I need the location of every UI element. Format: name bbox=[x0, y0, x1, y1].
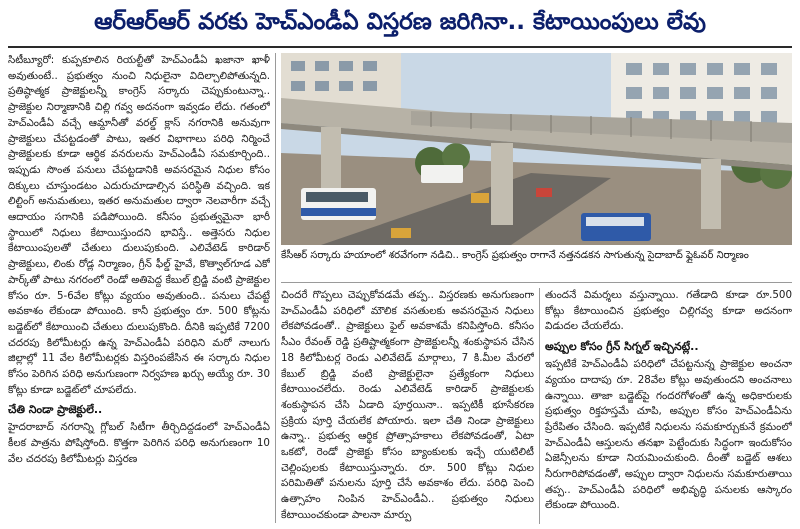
middle-column-paragraph: చిందరే గొప్పలు చెప్పుకోవడమే తప్ప.. విస్తరణకు అనుగుణంగా హెచ్‌ఎండీఏ పరిధిలో మౌలిక వసతులకు అవసరమైన నిధులు లేకపోవడంతో.. ప్రాజెక్టులు ఫైల్ అవకాశమే కనిపిస్తోంది. కనీసం సీఎం రేవంత్ రెడ్డి ప్రతిష్టాత్మకంగా ప్రాజెక్టులన్నీ శంకుస్థాపన చేసిన 18 కిలోమీటర్ల రెండు ఎలివేటెడ్ మార్గాలు, 7 కి.మీల మేరలో కేబుల్ బ్రిడ్జి వంటి ప్రాజెక్టులైనా ప్రత్యేకంగా నిధులు కేటాయించలేదు. రెండు ఎలివేటెడ్ కారిడార్ ప్రాజెక్టులకు శంకుస్థాపన చేసి ఏడాది పూర్తయినా.. ఇప్పటికీ భూసేకరణ ప్రక్రియ పూర్తి చేయలేక పోయారు. ఇలా చేతి నిండా ప్రాజెక్టులు ఉన్నా.. ప్రభుత్వ ఆర్థిక ప్రోత్సాహకాలు లేకపోవడంతో, ఏటా ఒకటో, రెండో ప్రాజెక్టు కోసం బ్యాంకులకు ఇచ్చే యుటిలిటీ చెల్లింపులకు కేటాయిస్తున్నారు. రూ. 500 కోట్లు నిధుల పరిమితితో పనులను పూర్తి చేసే అవకాశం లేదు. పరిధి పెంచి ఉత్సాహం నింపిన హెచ్‌ఎండీఏ.. ప్రభుత్వం నిధులు కేటాయించకుండా పాలనా మార్పు bbox=[281, 289, 534, 521]
headline: ఆర్‌ఆర్‌ఆర్ వరకు హెచ్‌ఎండీఏ విస్తరణ జరిగినా.. కేటాయింపులు లేవు bbox=[94, 9, 706, 35]
middle-column bbox=[281, 288, 534, 529]
column-divider bbox=[539, 288, 540, 524]
bus bbox=[421, 165, 463, 183]
right-column-paragraph: తుందనే విమర్శలు వస్తున్నాయి. గతేడాది కూడా రూ.500 కోట్లు కేటాయించిన ప్రభుత్వం చిల్లిగవ్వ కూడా అదనంగా విడుదల చేయలేదు. bbox=[545, 289, 792, 333]
flyover-photo bbox=[281, 53, 792, 245]
flyover-illustration bbox=[281, 53, 792, 245]
photo-caption: కేసీఆర్ సర్కారు హయాంలో శరవేగంగా నడిచి.. కాంగ్రెస్ ప్రభుత్వం రాగానే నత్తనడకన సాగుతున్న సైదాబాద్ ఫ్లైఓవర్ నిర్మాణం bbox=[281, 248, 792, 283]
pier bbox=[491, 143, 513, 225]
right-column bbox=[545, 288, 792, 529]
left-column-paragraph: సిటీబ్యూరో: కుప్పకూలిన రియల్టీతో హెచ్‌ఎండీఏ ఖజానా ఖాళీ అవుతుంటే.. ప్రభుత్వం నుంచి నిధులైనా విదిల్చాలిపోతున్నది. ప్రతిష్ఠాత్మక ప్రాజెక్టులన్నీ కాంగ్రెస్ సర్కారు చెప్పుకుంటున్నా.. ప్రాజెక్టుల నిర్మాణానికి చిల్లి గవ్వ అదనంగా ఇవ్వడం లేదు. గతంలో హెచ్‌ఎండీఏ వచ్చే ఆమ్దానీతో వరల్డ్ క్లాస్ నగరానికి అనువుగా ప్రాజెక్టులు చేపట్టడంతో పాటు, ఇతర విభాగాలు పరిధి నిర్మించే ప్రాజెక్టులకు కూడా ఆర్థిక వనరులను హెచ్‌ఎండీఏ సమకూర్చింది.. ఇప్పుడు సొంత పనులు చేపట్టడానికి అవసరమైన నిధుల కోసం దిక్కులు చూస్తుండటం ఎదురుచూడాల్సిన పరిస్థితి వచ్చింది. ఇక లిల్టింగ్ అనుమతులు, ఇతర అనుమతుల ద్వారా నెలవారీగా వచ్చే ఆదాయం సగానికి పడిపోయింది. కనీసం ప్రభుత్వమైనా భారీ స్థాయిలో నిధులు కేటాయిస్తుందని భావిస్తే.. అత్తెసరు నిధుల కేటాయింపులతో చేతులు దులుపుకుంది. ఎలివేటెడ్ కారిడార్ ప్రాజెక్టులు, లింకు రోడ్ల నిర్మాణం, గ్రీన్ ఫీల్డ్ హైవే, కొత్వాల్‌గూడ ఎకో పార్క్‌తో పాటు నగరంలో రెండో అతిపెద్ద కేబుల్ బ్రిడ్జి వంటి ప్రాజెక్టుల కోసం రూ. 5-6వేల కోట్లు వ్యయం అవుతుంది.. పనులు చేపట్టే అవకాశం లేకుండా పోయింది. కానీ ప్రభుత్వం రూ. 500 కోట్లను బడ్జెట్‌లో కేటాయించి చేతులు దులుపుకొంది. దీనికి ఇప్పటికే 7200 చదరపు కిలోమీటర్లు ఉన్న హెచ్‌ఎండీఏ పరిధిని మరో నాలుగు జిల్లాల్లో 11 వేల కిలోమీటర్లకు విస్తరింపజేసిన ఈ సర్కారు నిధుల కోసం పెరిగిన పరిధి అనుగుణంగా నిర్వహణ ఖర్చు అయ్యే రూ. 30 కోట్లు కూడా బడ్జెట్‌లో చూపలేదు. bbox=[8, 54, 270, 396]
column-divider bbox=[275, 53, 276, 523]
left-column bbox=[8, 53, 270, 529]
right-subhead: అప్పుల కోసం గ్రీన్ సిగ్నల్ ఇచ్చినట్లే.. bbox=[545, 340, 699, 354]
headline-rule bbox=[8, 46, 792, 48]
pier bbox=[701, 159, 721, 229]
left-subhead: చేతి నిండా ప్రాజెక్టులే.. bbox=[8, 403, 103, 417]
left-column-paragraph: హైదరాబాద్ నగరాన్ని గ్లోబల్ సిటీగా తీర్చిదిద్దడంలో హెచ్‌ఎండీఏ కీలక పాత్రను పోషిస్తోంది. కొత్తగా పెరిగిన పరిధి అనుగుణంగా 10 వేల చదరపు కిలోమీటర్లు విస్తరణ bbox=[8, 421, 270, 465]
right-column-paragraph: ఇప్పటికే హెచ్‌ఎండీఏ పరిధిలో చేపట్టనున్న ప్రాజెక్టుల అంచనా వ్యయం దాదాపు రూ. 28వేల కోట్లు అవుతుందని అంచనాలు ఉన్నాయి. తాజా బడ్జెట్‌పై గందరగోళంతో ఉన్న అధికారులకు ప్రభుత్వం రిక్తహస్తమే చూపి, అప్పుల కోసం హెచ్‌ఎండీఏను ప్రేరేపితం చేసింది. ఇప్పటికే నిధులను సమకూర్చుకునే క్రమంలో హెచ్‌ఎండీఏ ఆస్తులను తనఖా పెట్టేందుకు సిద్ధంగా ఇందుకోసం ఏజెన్సీలను కూడా నియమించుకుంది. దీంతో బడ్జెట్ ఆశలు నీరుగారిపోవడంతో, అప్పుల ద్వారా నిధులను సమకూరుతాయి తప్ప.. హెచ్‌ఎండీఏ పరిధిలో అభివృద్ధి పనులకు ఆస్కారం లేకుండా పోయింది. bbox=[545, 358, 792, 512]
